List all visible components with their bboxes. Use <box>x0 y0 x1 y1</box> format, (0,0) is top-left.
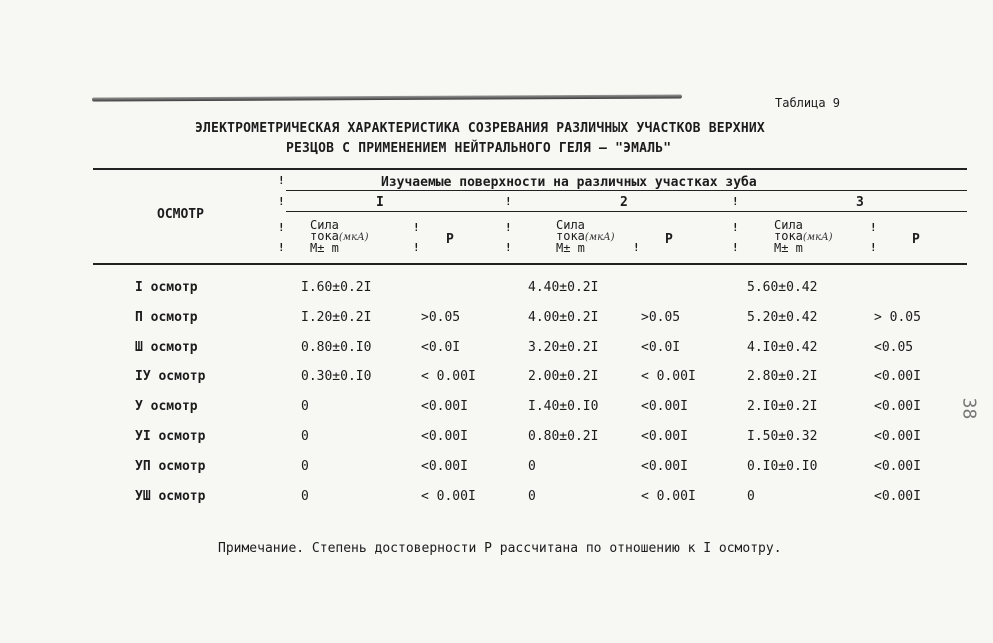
row-label: У осмотр <box>135 399 198 415</box>
p-value: <0.00I <box>641 429 688 444</box>
title-line-2: РЕЗЦОВ С ПРИМЕНЕНИЕМ НЕЙТРАЛЬНОГО ГЕЛЯ – "ЭМАЛЬ" <box>286 141 672 156</box>
current-value: 0 <box>301 488 309 504</box>
p-value: <0.00I <box>421 429 468 444</box>
current-value: I.40±0.I0 <box>528 399 599 415</box>
current-value: 2.I0±0.2I <box>747 399 818 415</box>
site-2-header: 2 <box>620 195 628 210</box>
current-value: 3.20±0.2I <box>528 339 599 355</box>
page-number: 38 <box>958 397 980 420</box>
scan-top-rule <box>92 94 682 101</box>
p-value: <0.00I <box>874 369 921 385</box>
column-separator: ! <box>633 241 640 254</box>
p-value: <0.0I <box>641 339 681 355</box>
group-header: Изучаемые поверхности на различных участках зуба <box>381 175 757 190</box>
p-value: > 0.05 <box>874 309 921 325</box>
site-1-header: I <box>376 195 384 210</box>
column-separator: ! <box>732 195 739 208</box>
p-value: <0.00I <box>874 488 921 504</box>
row-label: I осмотр <box>135 280 198 295</box>
row-header-osmotr: ОСМОТР <box>157 207 204 222</box>
p-header-site-1: Р <box>446 232 454 247</box>
p-value: >0.05 <box>641 309 681 325</box>
p-value: <0.0I <box>421 339 461 355</box>
column-separator: ! <box>413 221 420 234</box>
column-separator: ! <box>732 241 739 254</box>
site-3-header: 3 <box>856 195 864 210</box>
table-number: Таблица 9 <box>775 96 841 110</box>
group-header-rule <box>286 190 967 191</box>
row-label: УП осмотр <box>135 458 206 474</box>
p-value: <0.00I <box>874 399 921 415</box>
current-value: I.20±0.2I <box>301 309 372 325</box>
current-value: 0.30±0.I0 <box>301 369 372 385</box>
column-separator: ! <box>505 195 512 208</box>
p-value: <0.00I <box>641 399 688 415</box>
p-value: <0.00I <box>421 399 468 415</box>
column-separator: ! <box>278 241 285 254</box>
current-value: 0 <box>747 488 755 504</box>
p-value: <0.00I <box>421 458 468 474</box>
p-value: <0.00I <box>874 458 921 474</box>
current-value: 0 <box>528 488 536 504</box>
p-header-site-2: Р <box>665 232 673 247</box>
column-separator: ! <box>505 221 512 234</box>
p-value: >0.05 <box>421 309 461 325</box>
column-separator: ! <box>278 174 285 187</box>
current-value: 0.80±0.I0 <box>301 339 372 355</box>
p-value: < 0.00I <box>641 369 696 385</box>
p-value: < 0.00I <box>421 369 476 385</box>
current-value: 0 <box>301 399 309 415</box>
table-top-rule <box>93 168 967 170</box>
site-header-rule <box>286 211 967 212</box>
column-separator: ! <box>505 241 512 254</box>
row-label: УI осмотр <box>135 429 206 444</box>
current-value: 4.00±0.2I <box>528 309 599 325</box>
p-value: <0.05 <box>874 339 914 355</box>
current-value: 2.80±0.2I <box>747 369 818 385</box>
row-label: Ш осмотр <box>135 339 198 355</box>
current-value: 0.80±0.2I <box>528 429 599 444</box>
current-header-site-1: Сила тока(мкА) M± m <box>310 218 369 255</box>
current-value: I.50±0.32 <box>747 429 818 444</box>
current-value: 0 <box>528 458 536 474</box>
column-separator: ! <box>278 195 285 208</box>
column-separator: ! <box>413 241 420 254</box>
p-header-site-3: Р <box>912 232 920 247</box>
current-value: 0 <box>301 429 309 444</box>
row-label: IУ осмотр <box>135 369 206 385</box>
row-label: УШ осмотр <box>135 488 206 504</box>
p-value: < 0.00I <box>421 488 476 504</box>
current-value: 0.I0±0.I0 <box>747 458 818 474</box>
p-value: < 0.00I <box>641 488 696 504</box>
current-value: I.60±0.2I <box>301 280 372 295</box>
p-value: <0.00I <box>874 429 921 444</box>
current-value: 5.20±0.42 <box>747 309 818 325</box>
current-value: 2.00±0.2I <box>528 369 599 385</box>
row-label: П осмотр <box>135 309 198 325</box>
p-value: <0.00I <box>641 458 688 474</box>
column-separator: ! <box>732 221 739 234</box>
current-value: 0 <box>301 458 309 474</box>
current-value: 5.60±0.42 <box>747 280 818 295</box>
column-separator: ! <box>870 221 877 234</box>
column-separator: ! <box>870 241 877 254</box>
title-line-1: ЭЛЕКТРОМЕТРИЧЕСКАЯ ХАРАКТЕРИСТИКА СОЗРЕВАНИЯ РАЗЛИЧНЫХ УЧАСТКОВ ВЕРХНИХ <box>195 121 765 136</box>
current-value: 4.40±0.2I <box>528 280 599 295</box>
current-header-site-3: Сила тока(мкА) M± m <box>774 218 833 255</box>
current-value: 4.I0±0.42 <box>747 339 818 355</box>
current-header-site-2: Сила тока(мкА) M± m <box>556 218 615 255</box>
header-bottom-rule <box>93 263 967 265</box>
column-separator: ! <box>278 221 285 234</box>
table-note: Примечание. Степень достоверности Р рассчитана по отношению к I осмотру. <box>218 541 782 556</box>
